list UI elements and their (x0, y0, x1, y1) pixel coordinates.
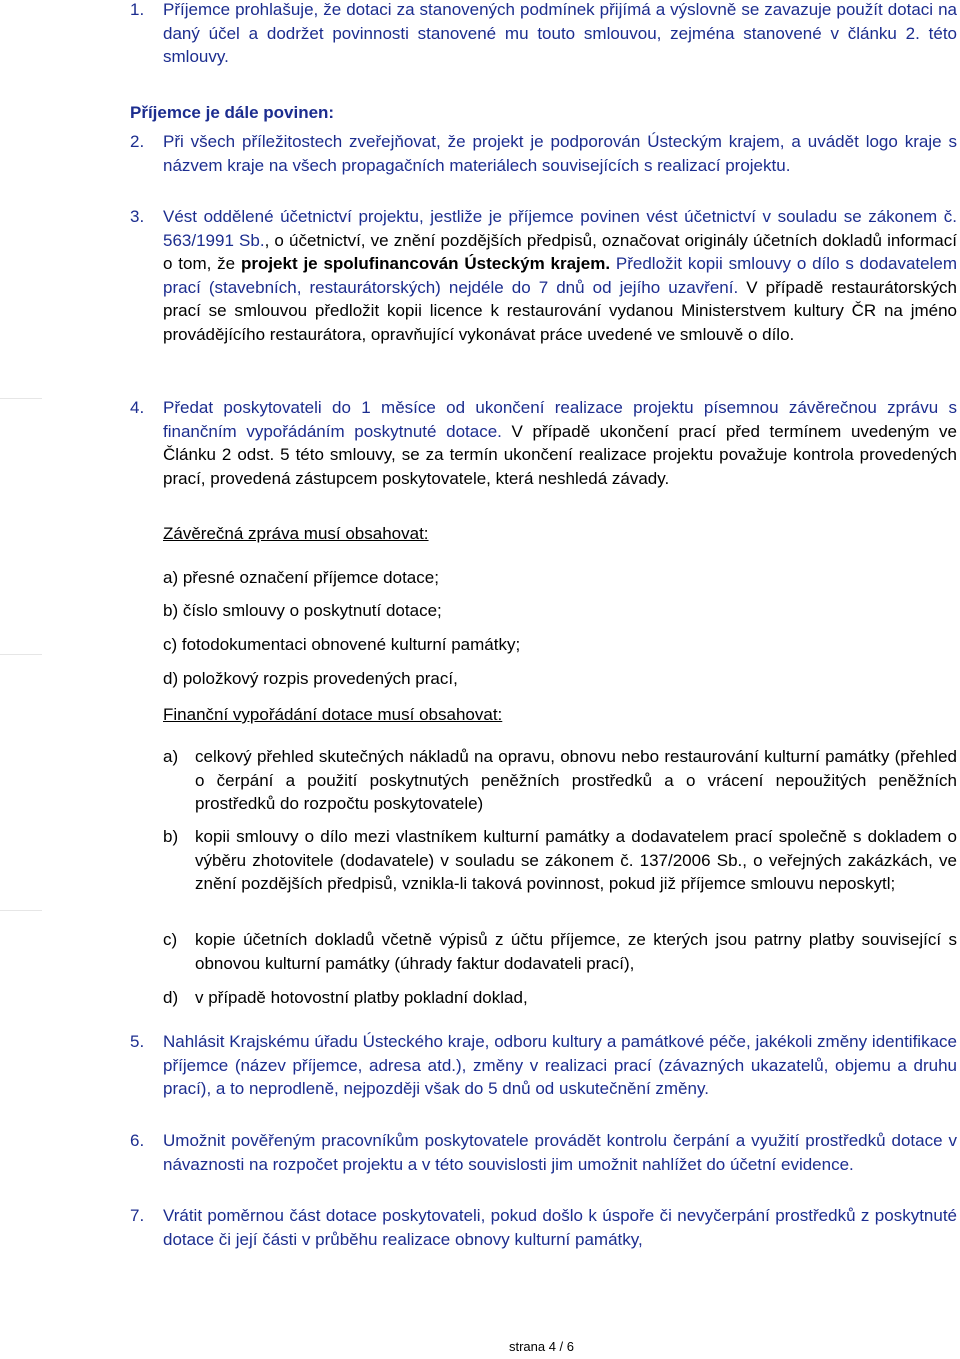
clause-text: Nahlásit Krajskému úřadu Ústeckého kraje, odboru kultury a památkové péče, jakékoli změny identifikace příjemce (název příjemce, adresa atd.), změny v realizaci prací (závazných ukazatelů, objemu a druhu prací), a to neprodleně, nejpozději však do 5 dnů od uskutečnění změny. (163, 1032, 957, 1098)
financial-text: kopii smlouvy o dílo mezi vlastníkem kulturní památky a dodavatelem prací společně s dokladem o výběru zhotovitele (dodavatele) v souladu se zákonem č. 137/2006 Sb., o veřejných zakázkách, ve znění pozdějších předpisů, vznikla-li taková povinnost, pokud již příjemce smlouvu neposkytl; (195, 827, 957, 893)
financial-item-d (163, 986, 957, 1010)
clause-number: 5. (130, 1032, 145, 1051)
final-report-item: c) fotodokumentaci obnovené kulturní památky; (163, 635, 521, 654)
financial-label: d) (163, 988, 179, 1007)
financial-heading: Finanční vypořádání dotace musí obsahovat: (163, 705, 503, 724)
clause-6 (130, 1129, 957, 1176)
margin-mark (0, 654, 42, 655)
clause-7 (130, 1204, 957, 1251)
clause-text: Vrátit poměrnou část dotace poskytovateli, pokud došlo k úspoře či nevyčerpání prostředků z poskytnuté dotace či její části v průběhu realizace obnovy kulturní památky, (163, 1206, 957, 1249)
section-heading: Příjemce je dále povinen: (130, 103, 335, 122)
clause-text-part: Předat poskytovateli do 1 měsíce od ukončení realizace projektu písemnou závěrečnou zprávu s finančním vypořádáním poskytnuté dotace. (163, 398, 957, 441)
clause-text-part: , o účetnictví, ve znění pozdějších předpisů, označovat originály účetních dokladů informací o tom, že (163, 230, 957, 273)
clause-3 (130, 205, 957, 346)
clause-2 (130, 130, 957, 177)
financial-label: c) (163, 930, 178, 949)
page-number: strana 4 / 6 (508, 1339, 575, 1354)
clause-number: 3. (130, 207, 145, 226)
financial-item-a (163, 745, 957, 816)
financial-label: b) (163, 827, 179, 846)
clause-text-bold: projekt je spolufinancován Ústeckým krajem. (240, 254, 611, 273)
final-report-item: a) přesné označení příjemce dotace; (163, 568, 439, 587)
clause-5 (130, 1030, 957, 1101)
clause-text: Příjemce prohlašuje, že dotaci za stanovených podmínek přijímá a výslovně se zavazuje použít dotaci na daný účel a dodržet povinnosti stanovené mu touto smlouvou, zejména stanovené v článku 2. této smlouvy. (163, 0, 957, 66)
clause-text: Při všech příležitostech zveřejňovat, že projekt je podporován Ústeckým krajem, a uvádět logo kraje s názvem kraje na všech propagačních materiálech souvisejících s realizací projektu. (163, 132, 957, 175)
margin-mark (0, 910, 42, 911)
clause-1 (130, 0, 957, 69)
clause-text-part: Vést oddělené účetnictví projektu, jestliže je příjemce povinen vést účetnictví v souladu se zákonem č. 563/1991 Sb. (163, 207, 957, 250)
financial-text: celkový přehled skutečných nákladů na opravu, obnovu nebo restaurování kulturní památky (přehled o čerpání a použití poskytnutých peněžních prostředků a o vrácení nepoužitých peněžních prostředků do rozpočtu poskytovatele) (195, 747, 957, 813)
financial-item-c (163, 928, 957, 975)
financial-text: v případě hotovostní platby pokladní doklad, (195, 988, 528, 1007)
clause-text: Umožnit pověřeným pracovníkům poskytovatele provádět kontrolu čerpání a využití prostředků dotace v návaznosti na rozpočet projektu a v této souvislosti jim umožnit nahlížet do účetní evidence. (163, 1131, 957, 1174)
clause-text-part: Předložit kopii smlouvy o dílo s dodavatelem prací (stavebních, restaurátorských) nejdéle do 7 dnů od jejího uzavření. (163, 254, 958, 297)
final-report-item: b) číslo smlouvy o poskytnutí dotace; (163, 601, 442, 620)
clause-number: 6. (130, 1131, 145, 1150)
final-report-heading: Závěrečná zpráva musí obsahovat: (163, 524, 429, 543)
clause-text-part: V případě restaurátorských prací se smlouvou předložit kopii licence k restaurování vydanou Ministerstvem kultury ČR na jméno provádějícího restaurátora, opravňující vykonávat práce uvedené ve smlouvě o dílo. (163, 277, 957, 344)
financial-item-b (163, 825, 957, 896)
financial-text: kopie účetních dokladů včetně výpisů z účtu příjemce, ze kterých jsou patrny platby související s obnovou kulturní památky (úhrady faktur dodavateli prací), (195, 930, 957, 973)
clause-number: 1. (130, 0, 145, 19)
clause-number: 7. (130, 1206, 145, 1225)
clause-number: 4. (130, 398, 145, 417)
clause-number: 2. (130, 132, 145, 151)
clause-4 (130, 396, 957, 490)
financial-label: a) (163, 747, 179, 766)
final-report-item: d) položkový rozpis provedených prací, (163, 669, 458, 688)
clause-text-part: V případě ukončení prací před termínem uvedeným ve Článku 2 odst. 5 této smlouvy, se za termín ukončení realizace projektu považuje kontrola provedených prací, provedená zástupcem poskytovatele, která neshledá závady. (163, 421, 957, 488)
margin-mark (0, 398, 42, 399)
